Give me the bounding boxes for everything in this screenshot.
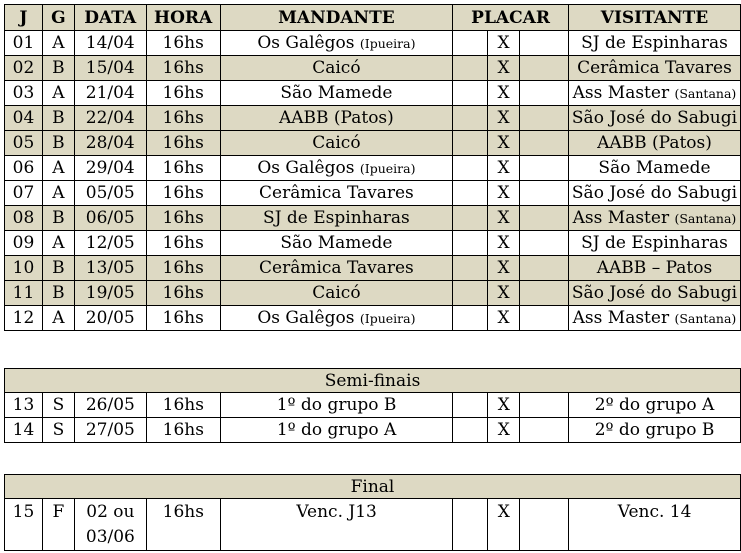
cell-g: B bbox=[42, 131, 74, 156]
cell-j: 05 bbox=[5, 131, 43, 156]
cell-visitante bbox=[568, 281, 740, 306]
cell-mandante-name: São Mamede bbox=[280, 233, 393, 253]
cell-placar: X bbox=[488, 106, 520, 131]
cell-mandante-name: Os Galêgos bbox=[257, 33, 355, 53]
group-stage-table bbox=[4, 4, 741, 331]
cell-j: 14 bbox=[5, 418, 43, 443]
cell-mandante-name: São Mamede bbox=[280, 83, 393, 103]
cell-placar: X bbox=[488, 156, 520, 181]
cell-placar: X bbox=[488, 56, 520, 81]
cell-mandante-name: AABB (Patos) bbox=[278, 108, 394, 128]
cell-visitante: 2º do grupo A bbox=[569, 393, 741, 418]
cell-visitante: 2º do grupo B bbox=[569, 418, 741, 443]
cell-visitante-note: (Santana) bbox=[674, 86, 737, 101]
cell-mandante bbox=[220, 181, 453, 206]
cell-visitante-name: Ass Master bbox=[572, 308, 670, 328]
cell-visitante bbox=[568, 156, 740, 181]
cell-hora: 16hs bbox=[146, 256, 220, 281]
cell-mandante bbox=[220, 81, 453, 106]
cell-visitante bbox=[568, 181, 740, 206]
header-data: DATA bbox=[74, 5, 146, 31]
cell-hora: 16hs bbox=[146, 56, 220, 81]
cell-mandante bbox=[220, 131, 453, 156]
cell-data: 22/04 bbox=[74, 106, 146, 131]
table-row bbox=[5, 131, 741, 156]
cell-data: 26/05 bbox=[74, 393, 146, 418]
cell-placar: X bbox=[488, 231, 520, 256]
cell-placar: X bbox=[488, 393, 520, 418]
table-row bbox=[5, 418, 741, 443]
cell-data: 28/04 bbox=[74, 131, 146, 156]
table-row bbox=[5, 106, 741, 131]
cell-score-home bbox=[453, 281, 488, 306]
cell-score-home bbox=[453, 156, 488, 181]
cell-placar: X bbox=[488, 499, 520, 551]
cell-g: A bbox=[42, 31, 74, 56]
cell-score-away bbox=[520, 156, 569, 181]
cell-score-home bbox=[453, 106, 488, 131]
cell-score-away bbox=[520, 56, 569, 81]
cell-visitante-name: São José do Sabugi bbox=[571, 108, 738, 128]
cell-mandante bbox=[220, 106, 453, 131]
cell-g: A bbox=[42, 231, 74, 256]
cell-visitante bbox=[568, 306, 740, 331]
cell-mandante bbox=[220, 306, 453, 331]
cell-j: 11 bbox=[5, 281, 43, 306]
table-row bbox=[5, 256, 741, 281]
date-line-1: 02 ou bbox=[86, 501, 135, 522]
cell-visitante bbox=[568, 81, 740, 106]
header-mandante: MANDANTE bbox=[220, 5, 453, 31]
table-row bbox=[5, 156, 741, 181]
table-row bbox=[5, 393, 741, 418]
cell-hora: 16hs bbox=[146, 231, 220, 256]
cell-hora: 16hs bbox=[146, 393, 220, 418]
cell-g: B bbox=[42, 106, 74, 131]
semifinal-rows bbox=[5, 393, 741, 443]
cell-visitante-name: SJ de Espinharas bbox=[581, 233, 728, 253]
cell-visitante-name: São Mamede bbox=[598, 158, 711, 178]
semifinal-title: Semi-finais bbox=[5, 369, 741, 393]
semifinal-table bbox=[4, 368, 741, 443]
cell-placar: X bbox=[488, 206, 520, 231]
cell-placar: X bbox=[488, 81, 520, 106]
cell-mandante bbox=[220, 231, 453, 256]
cell-g: A bbox=[42, 156, 74, 181]
cell-hora: 16hs bbox=[146, 81, 220, 106]
cell-score-away bbox=[520, 106, 569, 131]
cell-mandante-name: Os Galêgos bbox=[257, 308, 355, 328]
cell-score-home bbox=[453, 206, 488, 231]
cell-mandante-name: SJ de Espinharas bbox=[263, 208, 410, 228]
cell-j: 12 bbox=[5, 306, 43, 331]
cell-visitante-name: SJ de Espinharas bbox=[581, 33, 728, 53]
final-title: Final bbox=[5, 475, 741, 499]
table-row bbox=[5, 56, 741, 81]
cell-mandante bbox=[220, 31, 453, 56]
cell-score-home bbox=[453, 81, 488, 106]
cell-score-away bbox=[520, 231, 569, 256]
cell-visitante bbox=[568, 56, 740, 81]
cell-visitante: Venc. 14 bbox=[569, 499, 741, 551]
cell-g: A bbox=[42, 306, 74, 331]
cell-hora: 16hs bbox=[146, 206, 220, 231]
cell-score-away bbox=[520, 281, 569, 306]
cell-score-home bbox=[453, 131, 488, 156]
cell-visitante-name: Cerâmica Tavares bbox=[577, 58, 732, 78]
cell-mandante-name: Caicó bbox=[312, 283, 361, 303]
header-g: G bbox=[42, 5, 74, 31]
cell-score-away bbox=[520, 31, 569, 56]
cell-score-away bbox=[520, 131, 569, 156]
cell-data bbox=[74, 499, 146, 551]
cell-mandante: Venc. J13 bbox=[220, 499, 453, 551]
cell-mandante bbox=[220, 56, 453, 81]
cell-j: 03 bbox=[5, 81, 43, 106]
cell-score-home bbox=[453, 306, 488, 331]
cell-data: 15/04 bbox=[74, 56, 146, 81]
cell-j: 07 bbox=[5, 181, 43, 206]
cell-visitante bbox=[568, 31, 740, 56]
cell-placar: X bbox=[488, 256, 520, 281]
cell-placar: X bbox=[488, 31, 520, 56]
cell-data: 05/05 bbox=[74, 181, 146, 206]
cell-j: 06 bbox=[5, 156, 43, 181]
cell-data: 21/04 bbox=[74, 81, 146, 106]
cell-g: S bbox=[42, 393, 74, 418]
cell-hora: 16hs bbox=[146, 418, 220, 443]
cell-score-away bbox=[520, 499, 569, 551]
cell-j: 04 bbox=[5, 106, 43, 131]
cell-mandante-name: Cerâmica Tavares bbox=[259, 183, 414, 203]
cell-visitante bbox=[568, 206, 740, 231]
header-hora: HORA bbox=[146, 5, 220, 31]
date-line-2: 03/06 bbox=[85, 526, 135, 547]
cell-visitante-name: Ass Master bbox=[572, 83, 670, 103]
table-row bbox=[5, 81, 741, 106]
header-visitante: VISITANTE bbox=[568, 5, 740, 31]
cell-mandante-name: Cerâmica Tavares bbox=[259, 258, 414, 278]
table-row bbox=[5, 281, 741, 306]
cell-g: S bbox=[42, 418, 74, 443]
cell-hora: 16hs bbox=[146, 281, 220, 306]
cell-visitante-name: Ass Master bbox=[572, 208, 670, 228]
cell-mandante: 1º do grupo A bbox=[220, 418, 453, 443]
cell-hora: 16hs bbox=[146, 131, 220, 156]
cell-placar: X bbox=[488, 281, 520, 306]
cell-j: 08 bbox=[5, 206, 43, 231]
cell-g: B bbox=[42, 206, 74, 231]
cell-visitante-name: São José do Sabugi bbox=[571, 183, 738, 203]
cell-score-away bbox=[520, 206, 569, 231]
cell-placar: X bbox=[488, 306, 520, 331]
cell-j: 13 bbox=[5, 393, 43, 418]
cell-visitante bbox=[568, 131, 740, 156]
cell-score-home bbox=[453, 418, 488, 443]
cell-mandante-note: (Ipueira) bbox=[359, 161, 416, 176]
cell-data: 13/05 bbox=[74, 256, 146, 281]
cell-score-home bbox=[453, 393, 488, 418]
cell-visitante-note: (Santana) bbox=[674, 311, 737, 326]
table-row bbox=[5, 181, 741, 206]
cell-score-away bbox=[520, 181, 569, 206]
cell-j: 09 bbox=[5, 231, 43, 256]
table-row bbox=[5, 306, 741, 331]
header-j: J bbox=[5, 5, 43, 31]
cell-hora: 16hs bbox=[146, 499, 220, 551]
cell-visitante bbox=[568, 106, 740, 131]
cell-data: 27/05 bbox=[74, 418, 146, 443]
table-row bbox=[5, 206, 741, 231]
cell-g: B bbox=[42, 56, 74, 81]
cell-mandante bbox=[220, 156, 453, 181]
cell-j: 01 bbox=[5, 31, 43, 56]
cell-hora: 16hs bbox=[146, 306, 220, 331]
cell-visitante bbox=[568, 256, 740, 281]
header-row bbox=[5, 5, 741, 31]
cell-placar: X bbox=[488, 181, 520, 206]
cell-visitante-name: AABB – Patos bbox=[596, 258, 713, 278]
cell-data: 14/04 bbox=[74, 31, 146, 56]
cell-visitante-name: São José do Sabugi bbox=[571, 283, 738, 303]
cell-g: A bbox=[42, 181, 74, 206]
cell-mandante-note: (Ipueira) bbox=[359, 36, 416, 51]
cell-score-away bbox=[520, 418, 569, 443]
cell-data: 20/05 bbox=[74, 306, 146, 331]
cell-mandante-name: Caicó bbox=[312, 133, 361, 153]
cell-score-home bbox=[453, 31, 488, 56]
cell-score-away bbox=[520, 393, 569, 418]
cell-mandante bbox=[220, 206, 453, 231]
cell-data: 06/05 bbox=[74, 206, 146, 231]
cell-j: 02 bbox=[5, 56, 43, 81]
cell-mandante bbox=[220, 281, 453, 306]
cell-placar: X bbox=[488, 131, 520, 156]
cell-data: 12/05 bbox=[74, 231, 146, 256]
cell-data: 29/04 bbox=[74, 156, 146, 181]
cell-score-home bbox=[453, 256, 488, 281]
cell-j: 10 bbox=[5, 256, 43, 281]
cell-hora: 16hs bbox=[146, 181, 220, 206]
match-rows bbox=[5, 31, 741, 331]
cell-hora: 16hs bbox=[146, 156, 220, 181]
cell-score-home bbox=[453, 499, 488, 551]
cell-j: 15 bbox=[5, 499, 43, 551]
table-row bbox=[5, 499, 741, 551]
cell-g: B bbox=[42, 256, 74, 281]
cell-g: B bbox=[42, 281, 74, 306]
cell-g: F bbox=[42, 499, 74, 551]
final-table bbox=[4, 474, 741, 551]
cell-g: A bbox=[42, 81, 74, 106]
cell-score-away bbox=[520, 256, 569, 281]
cell-mandante bbox=[220, 256, 453, 281]
cell-data: 19/05 bbox=[74, 281, 146, 306]
cell-score-home bbox=[453, 231, 488, 256]
cell-mandante-name: Caicó bbox=[312, 58, 361, 78]
cell-visitante bbox=[568, 231, 740, 256]
cell-placar: X bbox=[488, 418, 520, 443]
cell-score-home bbox=[453, 56, 488, 81]
cell-score-away bbox=[520, 306, 569, 331]
cell-hora: 16hs bbox=[146, 31, 220, 56]
table-row bbox=[5, 231, 741, 256]
cell-hora: 16hs bbox=[146, 106, 220, 131]
header-placar: PLACAR bbox=[453, 5, 569, 31]
cell-mandante-note: (Ipueira) bbox=[359, 311, 416, 326]
cell-mandante-name: Os Galêgos bbox=[257, 158, 355, 178]
cell-visitante-note: (Santana) bbox=[674, 211, 737, 226]
cell-score-away bbox=[520, 81, 569, 106]
table-row bbox=[5, 31, 741, 56]
cell-mandante: 1º do grupo B bbox=[220, 393, 453, 418]
cell-visitante-name: AABB (Patos) bbox=[597, 133, 712, 153]
cell-score-home bbox=[453, 181, 488, 206]
